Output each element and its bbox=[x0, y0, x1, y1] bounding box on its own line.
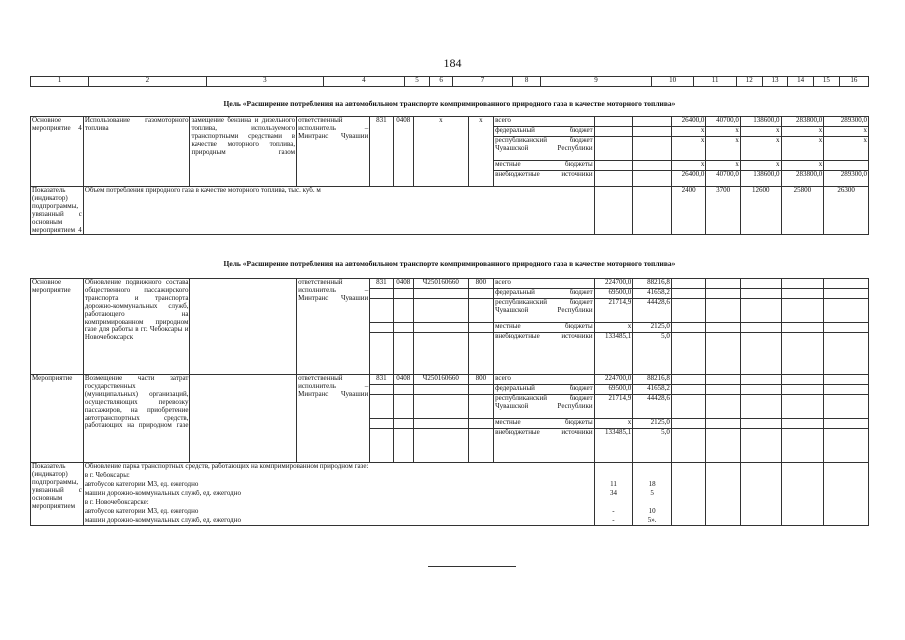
empty-cell bbox=[671, 375, 706, 385]
funding-source: всего bbox=[494, 117, 595, 127]
funding-value: х bbox=[740, 161, 781, 171]
empty-cell bbox=[740, 490, 781, 499]
empty-cell bbox=[706, 463, 741, 472]
empty-cell bbox=[468, 395, 493, 419]
empty-cell bbox=[393, 299, 413, 323]
empty-cell bbox=[740, 429, 781, 463]
event-name: Возмещение части затрат государственных (муниципальных) организаций, осуществляющих перевозку пассажиров, на приобретение автотранспортных средств, работающих на природном газе bbox=[83, 375, 190, 463]
empty-cell bbox=[781, 517, 824, 526]
table-row bbox=[31, 117, 869, 127]
empty-cell bbox=[781, 333, 824, 375]
empty-cell bbox=[824, 333, 869, 375]
funding-value bbox=[594, 137, 633, 161]
empty-cell bbox=[468, 299, 493, 323]
funding-value: 21714,9 bbox=[594, 395, 633, 419]
empty-cell bbox=[468, 429, 493, 463]
indicator-text: автобусов категории М3, ед. ежегодно bbox=[83, 508, 594, 517]
funding-source: всего bbox=[494, 279, 595, 289]
funding-value: 5,0 bbox=[633, 333, 672, 375]
empty-cell bbox=[824, 419, 869, 429]
funding-value: х bbox=[740, 127, 781, 137]
funding-value: х bbox=[781, 127, 824, 137]
empty-cell bbox=[706, 472, 741, 481]
funding-value: 138600,0 bbox=[740, 117, 781, 127]
section1-table bbox=[30, 116, 869, 235]
empty-cell bbox=[706, 429, 741, 463]
indicator-value: 5 bbox=[633, 490, 672, 499]
empty-cell bbox=[781, 289, 824, 299]
column-number: 3 bbox=[206, 77, 323, 87]
code-expense-type: х bbox=[468, 117, 493, 187]
funding-value: 40700,0 bbox=[706, 171, 741, 187]
empty-cell bbox=[824, 279, 869, 289]
event-task: замещение бензина и дизельного топлива, используемого транспортными средствами в качестве моторного топлива, природным газом bbox=[190, 117, 297, 187]
funding-value: х bbox=[706, 127, 741, 137]
event-type: Основное мероприятие bbox=[31, 279, 84, 375]
empty-cell bbox=[468, 323, 493, 333]
column-number: 7 bbox=[452, 77, 512, 87]
funding-value: х bbox=[824, 137, 869, 161]
event-name: Использование газомоторного топлива bbox=[83, 117, 190, 187]
empty-cell bbox=[740, 375, 781, 385]
empty-cell bbox=[706, 481, 741, 490]
funding-value: 283800,0 bbox=[781, 117, 824, 127]
funding-value: х bbox=[671, 127, 706, 137]
empty-cell bbox=[370, 395, 393, 419]
empty-cell bbox=[781, 385, 824, 395]
code-expense-type: 800 bbox=[468, 279, 493, 289]
empty-cell bbox=[781, 323, 824, 333]
funding-value bbox=[594, 127, 633, 137]
empty-cell bbox=[671, 517, 706, 526]
table-row bbox=[31, 279, 869, 289]
funding-value bbox=[633, 161, 672, 171]
funding-value: 133485,1 bbox=[594, 429, 633, 463]
indicator-row bbox=[31, 481, 869, 490]
funding-source: внебюджетные источники bbox=[494, 333, 595, 375]
indicator-value bbox=[633, 472, 672, 481]
empty-cell bbox=[706, 508, 741, 517]
indicator-value bbox=[594, 463, 633, 472]
indicator-value: 5». bbox=[633, 517, 672, 526]
empty-cell bbox=[671, 429, 706, 463]
indicator-text: в г. Новочебоксарске: bbox=[83, 499, 594, 508]
empty-cell bbox=[781, 463, 824, 472]
indicator-text: автобусов категории М3, ед. ежегодно bbox=[83, 481, 594, 490]
empty-cell bbox=[824, 472, 869, 481]
column-number: 1 bbox=[31, 77, 89, 87]
empty-cell bbox=[393, 385, 413, 395]
empty-cell bbox=[671, 419, 706, 429]
code-grbs: 831 bbox=[370, 279, 393, 289]
funding-value: 44428,6 bbox=[633, 395, 672, 419]
empty-cell bbox=[740, 299, 781, 323]
empty-cell bbox=[740, 517, 781, 526]
funding-value: х bbox=[781, 161, 824, 171]
empty-cell bbox=[370, 333, 393, 375]
empty-cell bbox=[740, 279, 781, 289]
empty-cell bbox=[633, 187, 672, 235]
funding-value bbox=[633, 171, 672, 187]
funding-value: 2125,0 bbox=[633, 419, 672, 429]
funding-source: республиканский бюджет Чувашской Республики bbox=[494, 299, 595, 323]
empty-cell bbox=[468, 289, 493, 299]
code-target: х bbox=[413, 117, 468, 187]
empty-cell bbox=[671, 333, 706, 375]
indicator-value bbox=[594, 499, 633, 508]
empty-cell bbox=[740, 419, 781, 429]
indicator-value: - bbox=[594, 517, 633, 526]
code-section: 0408 bbox=[393, 117, 413, 187]
empty-cell bbox=[468, 385, 493, 395]
funding-value: 41658,2 bbox=[633, 289, 672, 299]
funding-value: 88216,8 bbox=[633, 375, 672, 385]
funding-value: 224700,0 bbox=[594, 375, 633, 385]
funding-value: х bbox=[671, 161, 706, 171]
empty-cell bbox=[781, 299, 824, 323]
funding-value: х bbox=[824, 127, 869, 137]
empty-cell bbox=[393, 289, 413, 299]
funding-value: 283800,0 bbox=[781, 171, 824, 187]
funding-source: всего bbox=[494, 375, 595, 385]
empty-cell bbox=[706, 333, 741, 375]
funding-source: федеральный бюджет bbox=[494, 289, 595, 299]
indicator-value: 34 bbox=[594, 490, 633, 499]
indicator-value: 18 bbox=[633, 481, 672, 490]
empty-cell bbox=[824, 395, 869, 419]
funding-value: х bbox=[594, 323, 633, 333]
empty-cell bbox=[740, 395, 781, 419]
funding-value: х bbox=[706, 137, 741, 161]
empty-cell bbox=[781, 429, 824, 463]
funding-source: федеральный бюджет bbox=[494, 385, 595, 395]
funding-value: 289300,0 bbox=[824, 117, 869, 127]
funding-value: 41658,2 bbox=[633, 385, 672, 395]
indicator-row bbox=[31, 499, 869, 508]
funding-value bbox=[594, 117, 633, 127]
empty-cell bbox=[393, 419, 413, 429]
event-type: Основное мероприятие 4 bbox=[31, 117, 84, 187]
event-type: Мероприятие bbox=[31, 375, 84, 463]
empty-cell bbox=[740, 481, 781, 490]
funding-value: 289300,0 bbox=[824, 171, 869, 187]
funding-source: федеральный бюджет bbox=[494, 127, 595, 137]
empty-cell bbox=[706, 517, 741, 526]
footer-rule bbox=[428, 566, 516, 567]
column-number: 15 bbox=[814, 77, 840, 87]
empty-cell bbox=[671, 289, 706, 299]
empty-cell bbox=[190, 279, 297, 375]
indicator-value bbox=[633, 463, 672, 472]
empty-cell bbox=[468, 419, 493, 429]
funding-source: местные бюджеты bbox=[494, 419, 595, 429]
empty-cell bbox=[413, 385, 468, 395]
empty-cell bbox=[370, 429, 393, 463]
funding-value bbox=[824, 161, 869, 171]
funding-source: республиканский бюджет Чувашской Республики bbox=[494, 137, 595, 161]
funding-value: 69500,0 bbox=[594, 385, 633, 395]
empty-cell bbox=[706, 375, 741, 385]
empty-cell bbox=[781, 472, 824, 481]
empty-cell bbox=[824, 375, 869, 385]
indicator-label: Показатель (индикатор) подпрограммы, увязанный с основным мероприятием bbox=[31, 463, 84, 526]
event-name: Обновление подвижного состава общественного пассажирского транспорта и транспорта дорожно-коммунальных служб, работающего на компримированном природном газе для работы в гг. Чебоксары и Новочебоксарск bbox=[83, 279, 190, 375]
event-responsible: ответственный исполнитель – Минтранс Чувашии bbox=[297, 117, 370, 187]
indicator-text: Обновление парка транспортных средств, работающих на компримированном природном газе: bbox=[83, 463, 594, 472]
empty-cell bbox=[824, 508, 869, 517]
funding-source: внебюджетные источники bbox=[494, 171, 595, 187]
empty-cell bbox=[740, 463, 781, 472]
indicator-row bbox=[31, 508, 869, 517]
empty-cell bbox=[781, 395, 824, 419]
code-target: Ч250160660 bbox=[413, 375, 468, 385]
empty-cell bbox=[370, 419, 393, 429]
funding-value: 88216,8 bbox=[633, 279, 672, 289]
indicator-value: - bbox=[594, 508, 633, 517]
column-number: 13 bbox=[762, 77, 788, 87]
empty-cell bbox=[781, 508, 824, 517]
empty-cell bbox=[824, 499, 869, 508]
code-section: 0408 bbox=[393, 375, 413, 385]
empty-cell bbox=[413, 323, 468, 333]
empty-cell bbox=[413, 395, 468, 419]
indicator-value bbox=[633, 499, 672, 508]
empty-cell bbox=[370, 385, 393, 395]
indicator-value: 25800 bbox=[781, 187, 824, 235]
empty-cell bbox=[671, 499, 706, 508]
page-number: 184 bbox=[443, 56, 462, 70]
funding-source: республиканский бюджет Чувашской Республики bbox=[494, 395, 595, 419]
indicator-label: Показатель (индикатор) подпрограммы, увязанный с основным мероприятием 4 bbox=[32, 186, 82, 234]
empty-cell bbox=[824, 299, 869, 323]
empty-cell bbox=[781, 499, 824, 508]
empty-cell bbox=[706, 499, 741, 508]
indicator-text: машин дорожно-коммунальных служб, ед. ежегодно bbox=[83, 490, 594, 499]
empty-cell bbox=[671, 463, 706, 472]
funding-value: х bbox=[671, 137, 706, 161]
empty-cell bbox=[370, 323, 393, 333]
table-row bbox=[31, 375, 869, 385]
funding-value: 44428,6 bbox=[633, 299, 672, 323]
funding-value: х bbox=[740, 137, 781, 161]
funding-value: 21714,9 bbox=[594, 299, 633, 323]
empty-cell bbox=[671, 472, 706, 481]
funding-source: местные бюджеты bbox=[494, 323, 595, 333]
empty-cell bbox=[468, 333, 493, 375]
funding-value: х bbox=[594, 419, 633, 429]
column-number: 6 bbox=[430, 77, 452, 87]
empty-cell bbox=[671, 385, 706, 395]
indicator-value bbox=[594, 472, 633, 481]
event-responsible: ответственный исполнитель – Минтранс Чувашии bbox=[297, 279, 370, 375]
empty-cell bbox=[413, 299, 468, 323]
empty-cell bbox=[740, 323, 781, 333]
empty-cell bbox=[740, 333, 781, 375]
funding-value: х bbox=[781, 137, 824, 161]
funding-value: 133485,1 bbox=[594, 333, 633, 375]
indicator-row bbox=[31, 517, 869, 526]
empty-cell bbox=[740, 508, 781, 517]
goal-heading-2: Цель «Расширение потребления на автомобильном транспорте компримированного природного газа в качестве моторного топлива» bbox=[223, 259, 676, 268]
funding-value: 2125,0 bbox=[633, 323, 672, 333]
empty-cell bbox=[671, 323, 706, 333]
indicator-row bbox=[31, 187, 869, 235]
empty-cell bbox=[671, 279, 706, 289]
code-expense-type: 800 bbox=[468, 375, 493, 385]
column-number: 8 bbox=[513, 77, 541, 87]
empty-cell bbox=[706, 323, 741, 333]
empty-cell bbox=[706, 395, 741, 419]
section2-table bbox=[30, 278, 869, 526]
indicator-value: 10 bbox=[633, 508, 672, 517]
empty-cell bbox=[706, 279, 741, 289]
empty-cell bbox=[413, 429, 468, 463]
empty-cell bbox=[671, 508, 706, 517]
funding-value: 26400,0 bbox=[671, 117, 706, 127]
empty-cell bbox=[393, 323, 413, 333]
empty-cell bbox=[393, 333, 413, 375]
empty-cell bbox=[671, 299, 706, 323]
column-number: 12 bbox=[736, 77, 762, 87]
empty-cell bbox=[671, 481, 706, 490]
code-grbs: 831 bbox=[370, 375, 393, 385]
funding-value bbox=[594, 161, 633, 171]
empty-cell bbox=[393, 429, 413, 463]
empty-cell bbox=[824, 429, 869, 463]
funding-value bbox=[633, 137, 672, 161]
empty-cell bbox=[413, 289, 468, 299]
indicator-value: 11 bbox=[594, 481, 633, 490]
indicator-row bbox=[31, 463, 869, 472]
column-number: 4 bbox=[324, 77, 405, 87]
indicator-value: 2400 bbox=[671, 187, 706, 235]
indicator-row bbox=[31, 472, 869, 481]
empty-cell bbox=[824, 490, 869, 499]
empty-cell bbox=[781, 279, 824, 289]
empty-cell bbox=[706, 289, 741, 299]
column-number: 10 bbox=[651, 77, 694, 87]
column-number: 2 bbox=[89, 77, 206, 87]
empty-cell bbox=[781, 490, 824, 499]
empty-cell bbox=[781, 375, 824, 385]
empty-cell bbox=[706, 299, 741, 323]
empty-cell bbox=[706, 419, 741, 429]
column-numbers-header bbox=[30, 76, 869, 87]
funding-source: внебюджетные источники bbox=[494, 429, 595, 463]
funding-value bbox=[633, 127, 672, 137]
funding-value: 224700,0 bbox=[594, 279, 633, 289]
indicator-text: в г. Чебоксары: bbox=[83, 472, 594, 481]
funding-value: 138600,0 bbox=[740, 171, 781, 187]
code-target: Ч250160660 bbox=[413, 279, 468, 289]
funding-value: 40700,0 bbox=[706, 117, 741, 127]
empty-cell bbox=[824, 463, 869, 472]
funding-source: местные бюджеты bbox=[494, 161, 595, 171]
funding-value: 5,0 bbox=[633, 429, 672, 463]
empty-cell bbox=[190, 375, 297, 463]
empty-cell bbox=[781, 419, 824, 429]
empty-cell bbox=[740, 499, 781, 508]
goal-heading-1: Цель «Расширение потребления на автомобильном транспорте компримированного природного газа в качестве моторного топлива» bbox=[223, 99, 676, 108]
empty-cell bbox=[671, 490, 706, 499]
empty-cell bbox=[413, 419, 468, 429]
empty-cell bbox=[740, 472, 781, 481]
empty-cell bbox=[824, 517, 869, 526]
empty-cell bbox=[740, 289, 781, 299]
empty-cell bbox=[824, 289, 869, 299]
funding-value bbox=[633, 117, 672, 127]
empty-cell bbox=[370, 289, 393, 299]
column-number: 11 bbox=[694, 77, 737, 87]
column-number: 14 bbox=[788, 77, 814, 87]
indicator-value: 3700 bbox=[706, 187, 741, 235]
funding-value bbox=[594, 171, 633, 187]
empty-cell bbox=[824, 323, 869, 333]
event-responsible: ответственный исполнитель – Минтранс Чувашии bbox=[297, 375, 370, 463]
indicator-text: Объем потребления природного газа в качестве моторного топлива, тыс. куб. м bbox=[83, 187, 594, 235]
funding-value: 69500,0 bbox=[594, 289, 633, 299]
indicator-row bbox=[31, 490, 869, 499]
empty-cell bbox=[671, 395, 706, 419]
funding-value: х bbox=[706, 161, 741, 171]
empty-cell bbox=[413, 333, 468, 375]
column-number: 5 bbox=[404, 77, 430, 87]
empty-cell bbox=[370, 299, 393, 323]
empty-cell bbox=[824, 385, 869, 395]
code-section: 0408 bbox=[393, 279, 413, 289]
empty-cell bbox=[740, 385, 781, 395]
code-grbs: 831 bbox=[370, 117, 393, 187]
empty-cell bbox=[706, 490, 741, 499]
empty-cell bbox=[594, 187, 633, 235]
funding-value: 26400,0 bbox=[671, 171, 706, 187]
indicator-value: 26300 bbox=[824, 187, 869, 235]
empty-cell bbox=[393, 395, 413, 419]
indicator-text: машин дорожно-коммунальных служб, ед. ежегодно bbox=[83, 517, 594, 526]
empty-cell bbox=[781, 481, 824, 490]
empty-cell bbox=[824, 481, 869, 490]
empty-cell bbox=[706, 385, 741, 395]
column-number: 9 bbox=[541, 77, 652, 87]
column-number: 16 bbox=[839, 77, 868, 87]
indicator-value: 12600 bbox=[740, 187, 781, 235]
